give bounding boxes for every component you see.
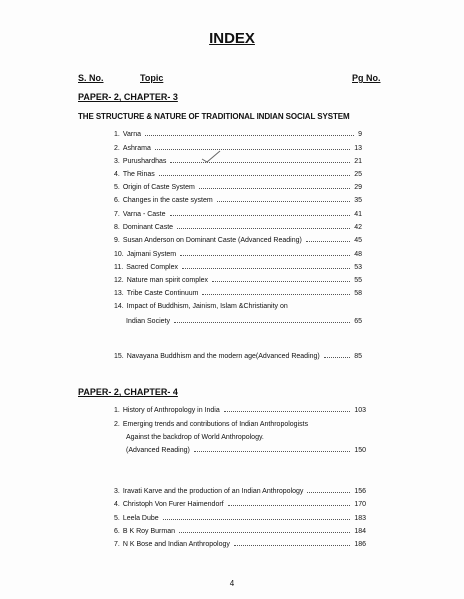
dot-leader [194, 447, 350, 452]
entry-topic: Origin of Caste System [122, 184, 195, 191]
entry-page-number: 150 [354, 447, 366, 454]
entry-topic: Susan Anderson on Dominant Caste (Advanced Reading) [122, 237, 302, 244]
entry-topic: The Rinas [122, 171, 155, 178]
entry-topic: Varna - Caste [122, 211, 166, 218]
toc-entry-continuation [126, 434, 366, 441]
column-header-pgno: Pg No. [352, 73, 381, 83]
entry-number: 4. [114, 501, 120, 508]
entry-page-number: 35 [354, 197, 362, 204]
entry-page-number: 184 [354, 528, 366, 535]
toc-entry [114, 407, 366, 414]
toc-entry-continuation [126, 447, 366, 454]
toc-entry [114, 501, 366, 508]
entry-topic: Purushardhas [122, 158, 167, 165]
entry-topic: Changes in the caste system [122, 197, 213, 204]
toc-entry [114, 528, 366, 535]
entry-topic: Navayana Buddhism and the modern age(Advanced Reading) [126, 353, 320, 360]
entry-number: 3. [114, 488, 120, 495]
entry-page-number: 156 [354, 488, 366, 495]
entry-number: 10. [114, 251, 124, 258]
entry-page-number: 183 [354, 515, 366, 522]
dot-leader [224, 407, 351, 412]
entry-topic: Sacred Complex [126, 264, 178, 271]
entry-number: 11. [114, 264, 124, 271]
entry-page-number: 65 [354, 318, 362, 325]
entry-number: 2. [114, 145, 120, 152]
entry-number: 7. [114, 211, 120, 218]
entry-topic: Varna [122, 131, 142, 138]
entry-page-number: 13 [354, 145, 362, 152]
entry-page-number: 170 [354, 501, 366, 508]
section-heading-chapter-3: PAPER- 2, CHAPTER- 3 [78, 92, 178, 102]
entry-number: 4. [114, 171, 120, 178]
entry-topic-continued: Indian Society [126, 318, 170, 325]
entry-number: 15. [114, 353, 124, 360]
entry-topic: N K Bose and Indian Anthropology [122, 541, 230, 548]
entry-topic: Tribe Caste Continuum [126, 290, 199, 297]
entry-topic: Impact of Buddhism, Jainism, Islam &Christianity on [126, 303, 288, 310]
dot-leader [234, 541, 350, 546]
entry-topic: Nature man spirit complex [126, 277, 209, 284]
entry-page-number: 41 [354, 211, 362, 218]
entry-topic: Dominant Caste [122, 224, 174, 231]
dot-leader [163, 515, 351, 520]
toc-entry [114, 488, 366, 495]
entry-topic: Jajmani System [126, 251, 177, 258]
dot-leader [307, 488, 350, 493]
toc-entry [114, 421, 366, 428]
entry-page-number: 9 [358, 131, 362, 138]
page-number: 4 [229, 579, 235, 588]
entry-page-number: 103 [354, 407, 366, 414]
entry-number: 13. [114, 290, 124, 297]
page-title: INDEX [209, 30, 255, 47]
entry-topic-continued: Against the backdrop of World Anthropology. [126, 434, 264, 441]
entry-number: 12. [114, 277, 124, 284]
entry-page-number: 25 [354, 171, 362, 178]
entry-topic: Emerging trends and contributions of Indian Anthropologists [122, 421, 309, 428]
chapter-title: THE STRUCTURE & NATURE OF TRADITIONAL INDIAN SOCIAL SYSTEM [78, 112, 350, 121]
entry-number: 2. [114, 421, 120, 428]
dot-leader [228, 501, 351, 506]
column-header-sno: S. No. [78, 73, 104, 83]
entry-number: 6. [114, 197, 120, 204]
entry-page-number: 42 [354, 224, 362, 231]
entry-page-number: 45 [354, 237, 362, 244]
toc-entry [114, 515, 366, 522]
entry-number: 5. [114, 184, 120, 191]
entry-page-number: 55 [354, 277, 362, 284]
entry-topic: Leela Dube [122, 515, 159, 522]
entry-number: 14. [114, 303, 124, 310]
section-heading-chapter-4: PAPER- 2, CHAPTER- 4 [78, 387, 178, 397]
entry-number: 7. [114, 541, 120, 548]
toc-entry [114, 541, 366, 548]
entry-number: 6. [114, 528, 120, 535]
entry-number: 3. [114, 158, 120, 165]
entry-topic: B K Roy Burman [122, 528, 175, 535]
dot-leader [179, 528, 350, 533]
column-header-topic: Topic [140, 73, 164, 83]
entry-page-number: 48 [354, 251, 362, 258]
entry-page-number: 21 [354, 158, 362, 165]
entry-page-number: 85 [354, 353, 362, 360]
entry-topic: Christoph Von Furer Haimendorf [122, 501, 224, 508]
entry-page-number: 186 [354, 541, 366, 548]
entry-number: 9. [114, 237, 120, 244]
entry-topic: Ashrama [122, 145, 151, 152]
entry-number: 1. [114, 131, 120, 138]
entry-page-number: 58 [354, 290, 362, 297]
entry-page-number: 29 [354, 184, 362, 191]
entry-topic: Iravati Karve and the production of an Indian Anthropology [122, 488, 304, 495]
entry-page-number: 53 [354, 264, 362, 271]
entry-topic: History of Anthropology in India [122, 407, 220, 414]
entry-topic-continued: (Advanced Reading) [126, 447, 190, 454]
entry-number: 1. [114, 407, 120, 414]
entry-number: 5. [114, 515, 120, 522]
entry-number: 8. [114, 224, 120, 231]
